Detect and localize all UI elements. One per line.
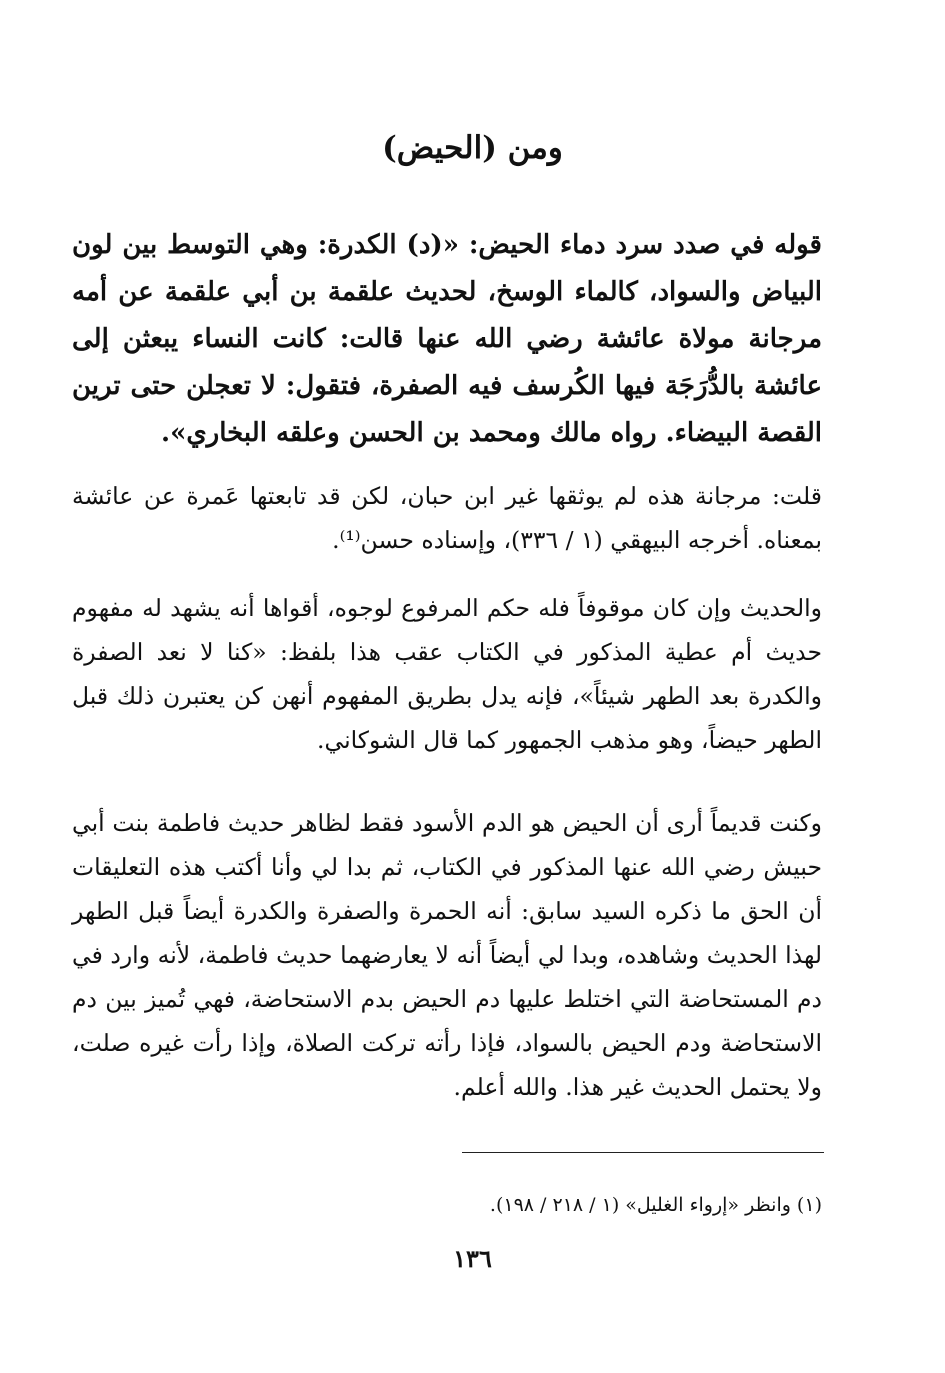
footnote-divider <box>462 1152 824 1153</box>
paragraph-1: قلت: مرجانة هذه لم يوثقها غير ابن حبان، لكن قد تابعتها عَمرة عن عائشة بمعناه. أخرجه البيهقي (١ / ٣٣٦)، وإسناده حسن⁽¹⁾. <box>72 482 822 554</box>
section-title: ومن (الحيض) <box>382 130 563 166</box>
paragraph-2: والحديث وإن كان موقوفاً فله حكم المرفوع لوجوه، أقواها أنه يشهد له مفهوم حديث أم عطية المذكور في الكتاب عقب هذا بلفظ: «كنا لا نعد الصفرة والكدرة بعد الطهر شيئاً»، فإنه يدل بطريق المفهوم أنهن كن يعتبرن ذلك قبل الطهر حيضاً، وهو مذهب الجمهور كما قال الشوكاني. <box>72 594 822 754</box>
page-number: ١٣٦ <box>453 1244 492 1273</box>
quoted-passage: قوله في صدد سرد دماء الحيض: «(د) الكدرة: وهي التوسط بين لون البياض والسواد، كالماء الوسخ، لحديث علقمة بن أبي علقمة عن أمه مرجانة مولاة عائشة رضي الله عنها قالت: كانت النساء يبعثن إلى عائشة بالدُّرَجَة فيها الكُرسف فيه الصفرة، فتقول: لا تعجلن حتى ترين القصة البيضاء. رواه مالك ومحمد بن الحسن وعلقه البخاري». <box>72 230 822 448</box>
paragraph-3: وكنت قديماً أرى أن الحيض هو الدم الأسود فقط لظاهر حديث فاطمة بنت أبي حبيش رضي الله عنها المذكور في الكتاب، ثم بدا لي وأنا أكتب هذه التعليقات أن الحق ما ذكره السيد سابق: أنه الحمرة والصفرة والكدرة أيضاً قبل الطهر لهذا الحديث وشاهده، وبدا لي أيضاً أنه لا يعارضهما حديث فاطمة، لأنه وارد في دم المستحاضة التي اختلط عليها دم الحيض بدم الاستحاضة، فهي تُميز بين دم الاستحاضة ودم الحيض بالسواد، فإذا رأته تركت الصلاة، وإذا رأت غيره صلت، ولا يحتمل الحديث غير هذا. والله أعلم. <box>72 809 822 1101</box>
footnote: (١) وانظر «إرواء الغليل» (١ / ٢١٨ / ١٩٨). <box>489 1194 822 1216</box>
